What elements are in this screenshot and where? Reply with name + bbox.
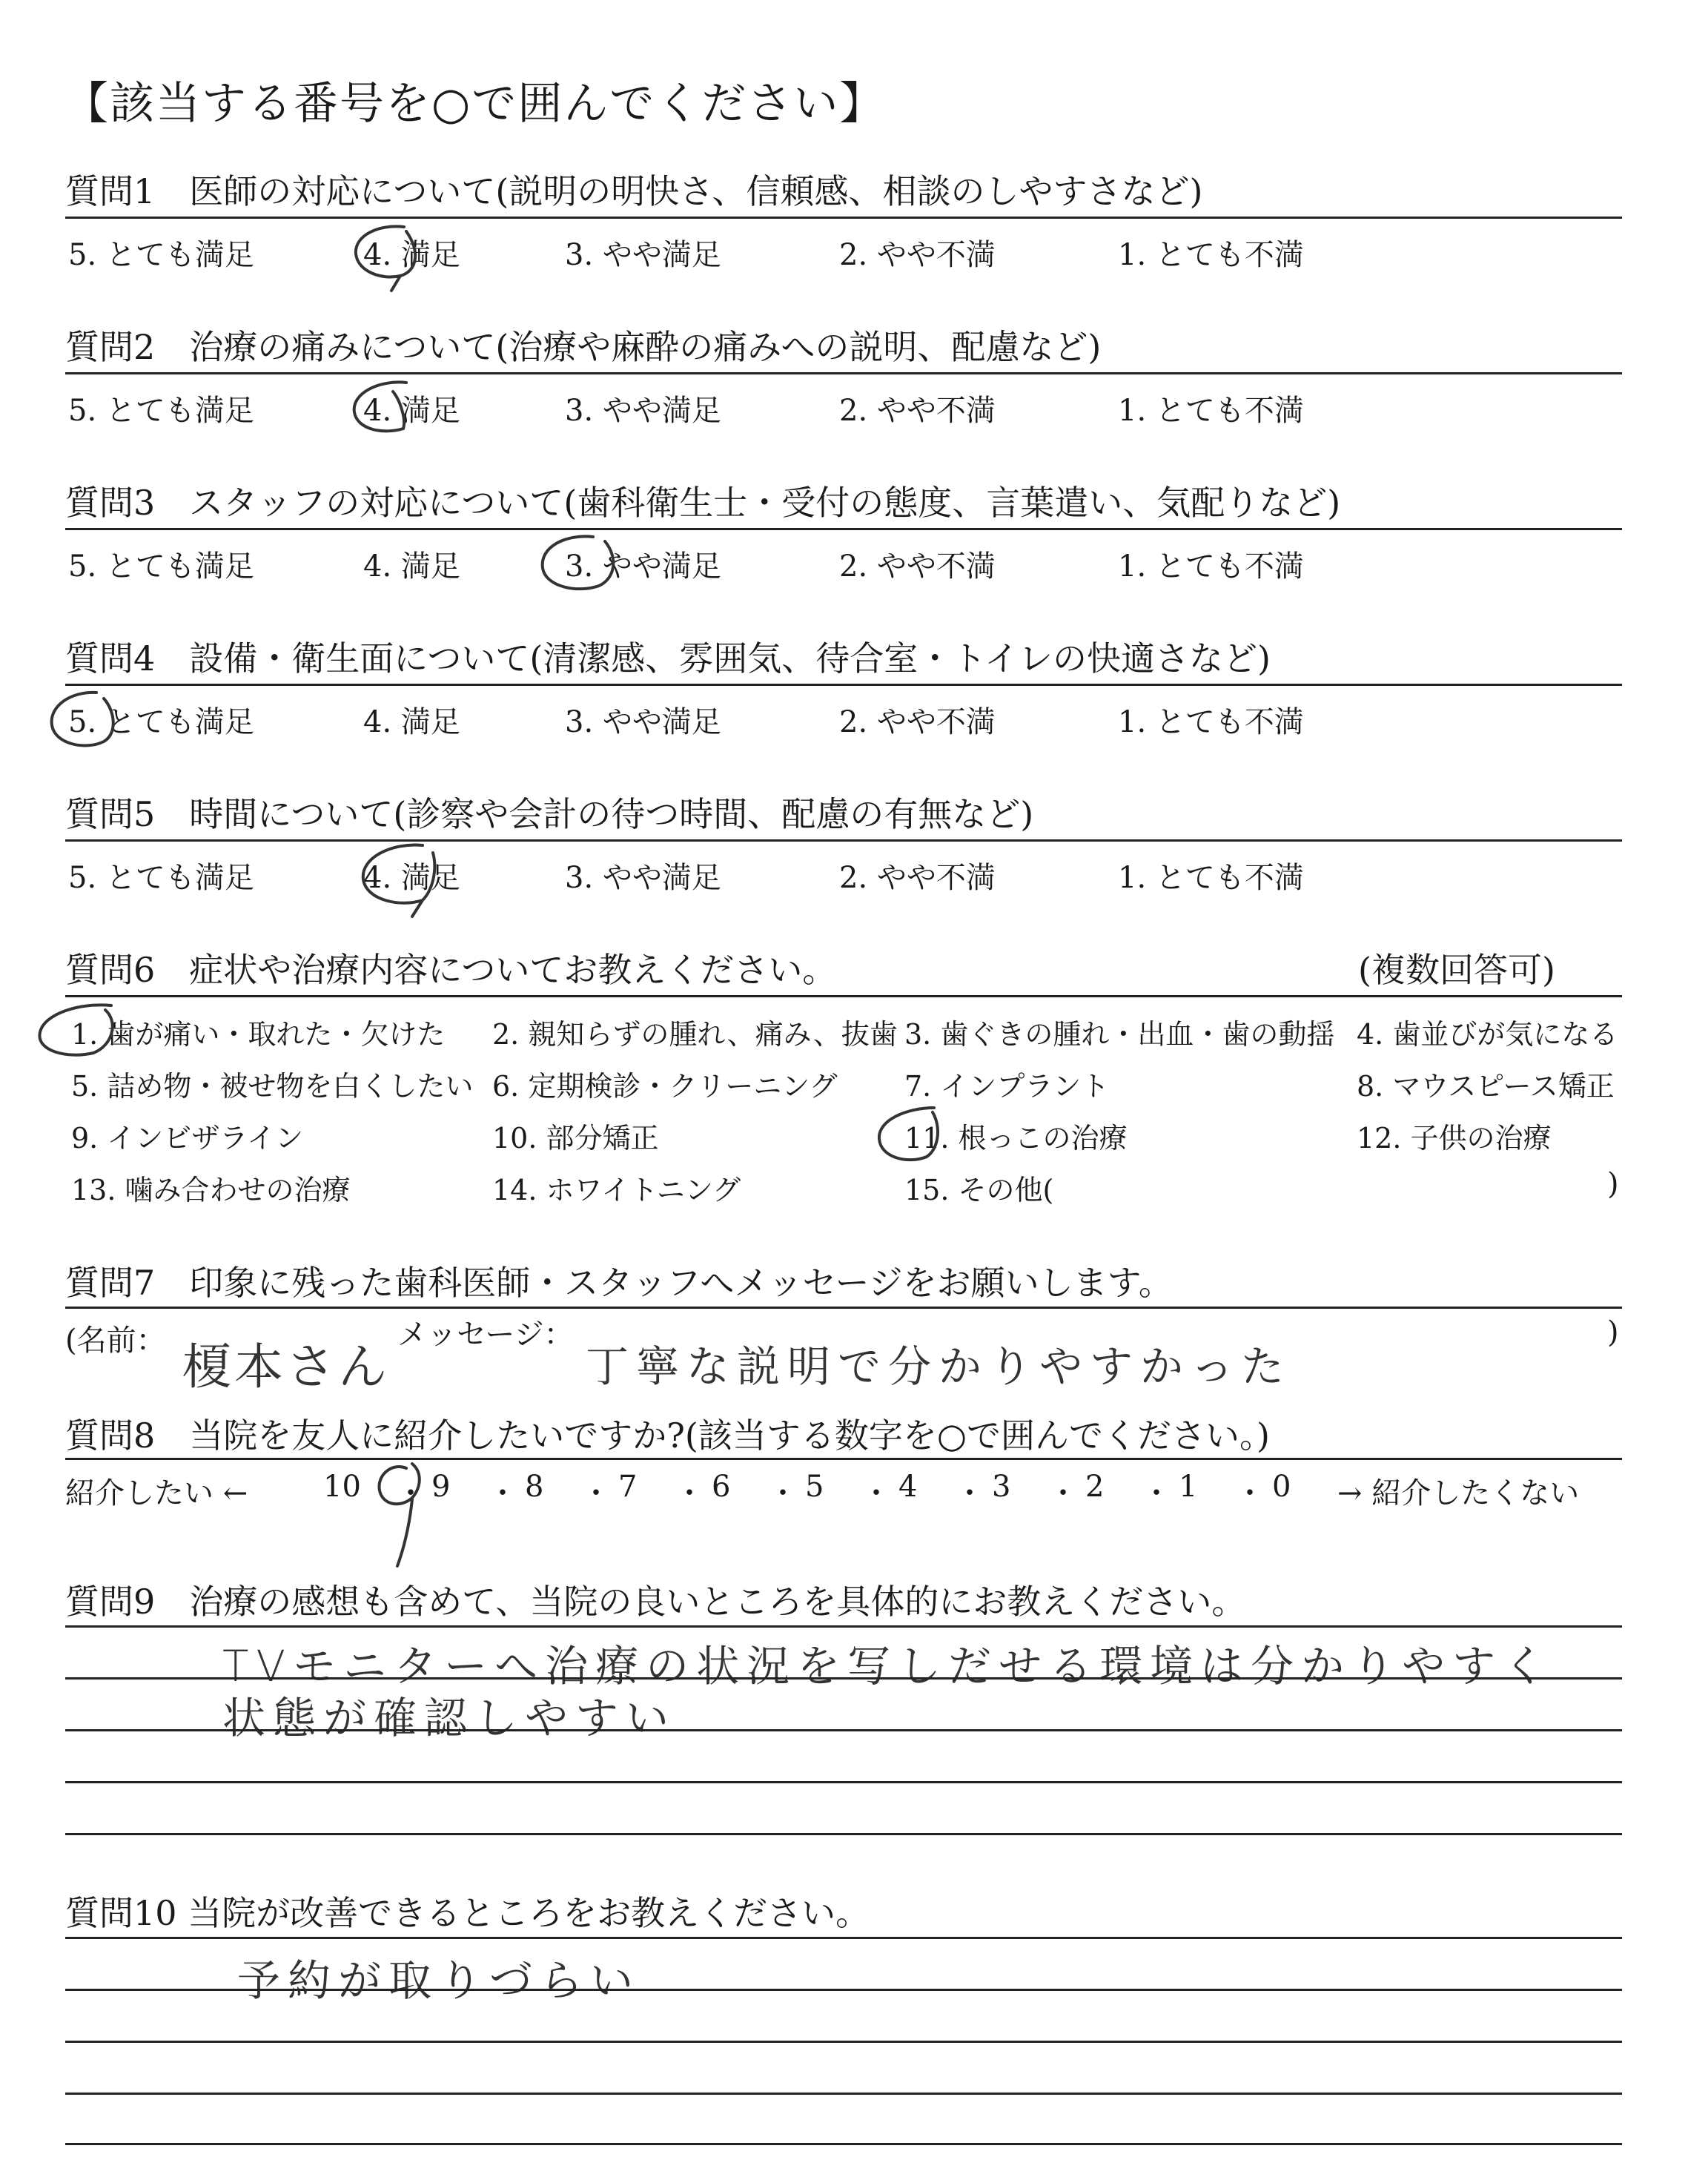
q6-option-9[interactable]: 9. インビザライン — [71, 1122, 304, 1155]
scale-5[interactable]: 5 — [805, 1470, 824, 1504]
question-2-title: 質問2 治療の痛みについて(治療や麻酔の痛みへの説明、配慮など) — [65, 327, 1102, 367]
q4-option-1[interactable]: 1. とても不満 — [1118, 705, 1304, 739]
q6-option-2[interactable]: 2. 親知らずの腫れ、痛み、抜歯 — [492, 1018, 898, 1051]
q2-option-1[interactable]: 1. とても不満 — [1118, 394, 1304, 428]
q2-option-3[interactable]: 3. やや満足 — [565, 394, 721, 428]
message-label: メッセージ： — [397, 1318, 574, 1352]
q9-answer-line-2[interactable]: 状態が確認しやすい — [222, 1693, 677, 1743]
q5-option-2[interactable]: 2. やや不満 — [839, 861, 996, 895]
divider — [65, 372, 1622, 374]
answer-line — [65, 1781, 1622, 1783]
q6-option-10[interactable]: 10. 部分矯正 — [492, 1122, 659, 1155]
answer-line — [65, 2143, 1622, 2145]
q3-option-4[interactable]: 4. 満足 — [363, 549, 460, 584]
divider — [65, 684, 1622, 686]
q1-option-3[interactable]: 3. やや満足 — [565, 238, 721, 272]
question-4-title: 質問4 設備・衛生面について(清潔感、雰囲気、待合室・トイレの快適さなど) — [65, 638, 1271, 678]
q6-option-6[interactable]: 6. 定期検診・クリーニング — [492, 1070, 838, 1103]
question-3-title: 質問3 スタッフの対応について(歯科衛生士・受付の態度、言葉遣い、気配りなど) — [65, 483, 1341, 523]
answer-line — [65, 1677, 1622, 1680]
q9-answer-line-1[interactable]: TVモニターへ治療の状況を写しだせる環境は分かりやすく — [222, 1641, 1554, 1691]
scale-dot: ・ — [768, 1476, 798, 1510]
question-1-title: 質問1 医師の対応について(説明の明快さ、信頼感、相談のしやすさなど) — [65, 171, 1203, 211]
scale-2[interactable]: 2 — [1085, 1470, 1105, 1504]
question-6-title: 質問6 症状や治療内容についてお教えください。 — [65, 950, 837, 990]
q6-option-12[interactable]: 12. 子供の治療 — [1357, 1122, 1552, 1155]
multiple-answer-note: (複数回答可) — [1358, 950, 1555, 990]
q1-option-1[interactable]: 1. とても不満 — [1118, 238, 1304, 272]
q6-option-15[interactable]: 15. その他( — [904, 1174, 1054, 1206]
q10-answer-line-1[interactable]: 予約が取りづらい — [237, 1955, 641, 2006]
answer-line — [65, 2093, 1622, 2095]
answer-line — [65, 1625, 1622, 1628]
answer-line — [65, 1989, 1622, 1991]
scale-3[interactable]: 3 — [992, 1470, 1011, 1504]
q6-other-close-paren: ) — [1607, 1167, 1619, 1201]
divider — [65, 1458, 1622, 1460]
instruction-header: 【該当する番号を○で囲んでください】 — [64, 78, 886, 130]
scale-dot: ・ — [396, 1476, 426, 1510]
q6-option-14[interactable]: 14. ホワイトニング — [492, 1174, 741, 1206]
q2-option-2[interactable]: 2. やや不満 — [839, 394, 996, 428]
scale-right-label: → 紹介したくない — [1337, 1476, 1580, 1510]
answer-line — [65, 1937, 1622, 1939]
q6-option-1[interactable]: 1. 歯が痛い・取れた・欠けた — [71, 1018, 446, 1051]
q1-option-2[interactable]: 2. やや不満 — [839, 238, 996, 272]
scale-1[interactable]: 1 — [1179, 1470, 1198, 1504]
question-7-title: 質問7 印象に残った歯科医師・スタッフへメッセージをお願いします。 — [65, 1263, 1173, 1303]
scale-dot: ・ — [675, 1476, 704, 1510]
scale-dot: ・ — [581, 1476, 611, 1510]
scale-left-label: 紹介したい ← — [65, 1476, 248, 1510]
divider — [65, 217, 1622, 219]
q5-option-5[interactable]: 5. とても満足 — [68, 861, 254, 895]
message-handwritten[interactable]: 丁寧な説明で分かりやすかった — [586, 1341, 1292, 1392]
q6-option-5[interactable]: 5. 詰め物・被せ物を白くしたい — [71, 1070, 474, 1103]
q1-option-5[interactable]: 5. とても満足 — [68, 238, 254, 272]
scale-8[interactable]: 8 — [525, 1470, 544, 1504]
answer-line — [65, 2041, 1622, 2043]
scale-dot: ・ — [861, 1476, 891, 1510]
q4-option-2[interactable]: 2. やや不満 — [839, 705, 996, 739]
scale-dot: ・ — [1235, 1476, 1265, 1510]
question-10-title: 質問10 当院が改善できるところをお教えください。 — [65, 1893, 870, 1933]
q6-option-4[interactable]: 4. 歯並びが気になる — [1357, 1018, 1618, 1051]
divider — [65, 839, 1622, 842]
name-label: (名前： — [65, 1324, 166, 1358]
q6-option-11[interactable]: 11. 根っこの治療 — [904, 1122, 1128, 1155]
q3-option-2[interactable]: 2. やや不満 — [839, 549, 996, 584]
scale-dot: ・ — [1142, 1476, 1171, 1510]
q4-option-3[interactable]: 3. やや満足 — [565, 705, 721, 739]
q5-option-4[interactable]: 4. 満足 — [363, 861, 460, 895]
q1-option-4[interactable]: 4. 満足 — [363, 238, 460, 272]
q4-option-5[interactable]: 5. とても満足 — [68, 705, 254, 739]
scale-dot: ・ — [955, 1476, 984, 1510]
q3-option-3[interactable]: 3. やや満足 — [565, 549, 721, 584]
q6-option-8[interactable]: 8. マウスピース矯正 — [1357, 1070, 1615, 1103]
q3-option-5[interactable]: 5. とても満足 — [68, 549, 254, 584]
question-9-title: 質問9 治療の感想も含めて、当院の良いところを具体的にお教えください。 — [65, 1582, 1246, 1622]
scale-dot: ・ — [488, 1476, 517, 1510]
divider — [65, 995, 1622, 997]
divider — [65, 528, 1622, 530]
answer-line — [65, 1729, 1622, 1731]
scale-0[interactable]: 0 — [1272, 1470, 1291, 1504]
q3-option-1[interactable]: 1. とても不満 — [1118, 549, 1304, 584]
scale-dot: ・ — [1048, 1476, 1078, 1510]
q5-option-3[interactable]: 3. やや満足 — [565, 861, 721, 895]
answer-line — [65, 1833, 1622, 1835]
q4-option-4[interactable]: 4. 満足 — [363, 705, 460, 739]
name-handwritten[interactable]: 榎本さん — [182, 1338, 390, 1396]
q6-option-3[interactable]: 3. 歯ぐきの腫れ・出血・歯の動揺 — [904, 1018, 1335, 1051]
question-5-title: 質問5 時間について(診察や会計の待つ時間、配慮の有無など) — [65, 794, 1034, 834]
q2-option-4[interactable]: 4. 満足 — [363, 394, 460, 428]
divider — [65, 1307, 1622, 1309]
scale-10[interactable]: 10 — [323, 1470, 361, 1504]
q6-option-7[interactable]: 7. インプラント — [904, 1070, 1110, 1103]
q2-option-5[interactable]: 5. とても満足 — [68, 394, 254, 428]
scale-7[interactable]: 7 — [618, 1470, 638, 1504]
scale-4[interactable]: 4 — [898, 1470, 918, 1504]
q7-close-paren: ) — [1607, 1315, 1619, 1350]
q5-option-1[interactable]: 1. とても不満 — [1118, 861, 1304, 895]
q6-option-13[interactable]: 13. 噛み合わせの治療 — [71, 1174, 351, 1206]
scale-6[interactable]: 6 — [712, 1470, 731, 1504]
question-8-title: 質問8 当院を友人に紹介したいですか?(該当する数字を○で囲んでください。) — [65, 1416, 1270, 1456]
scale-9[interactable]: 9 — [431, 1470, 451, 1504]
